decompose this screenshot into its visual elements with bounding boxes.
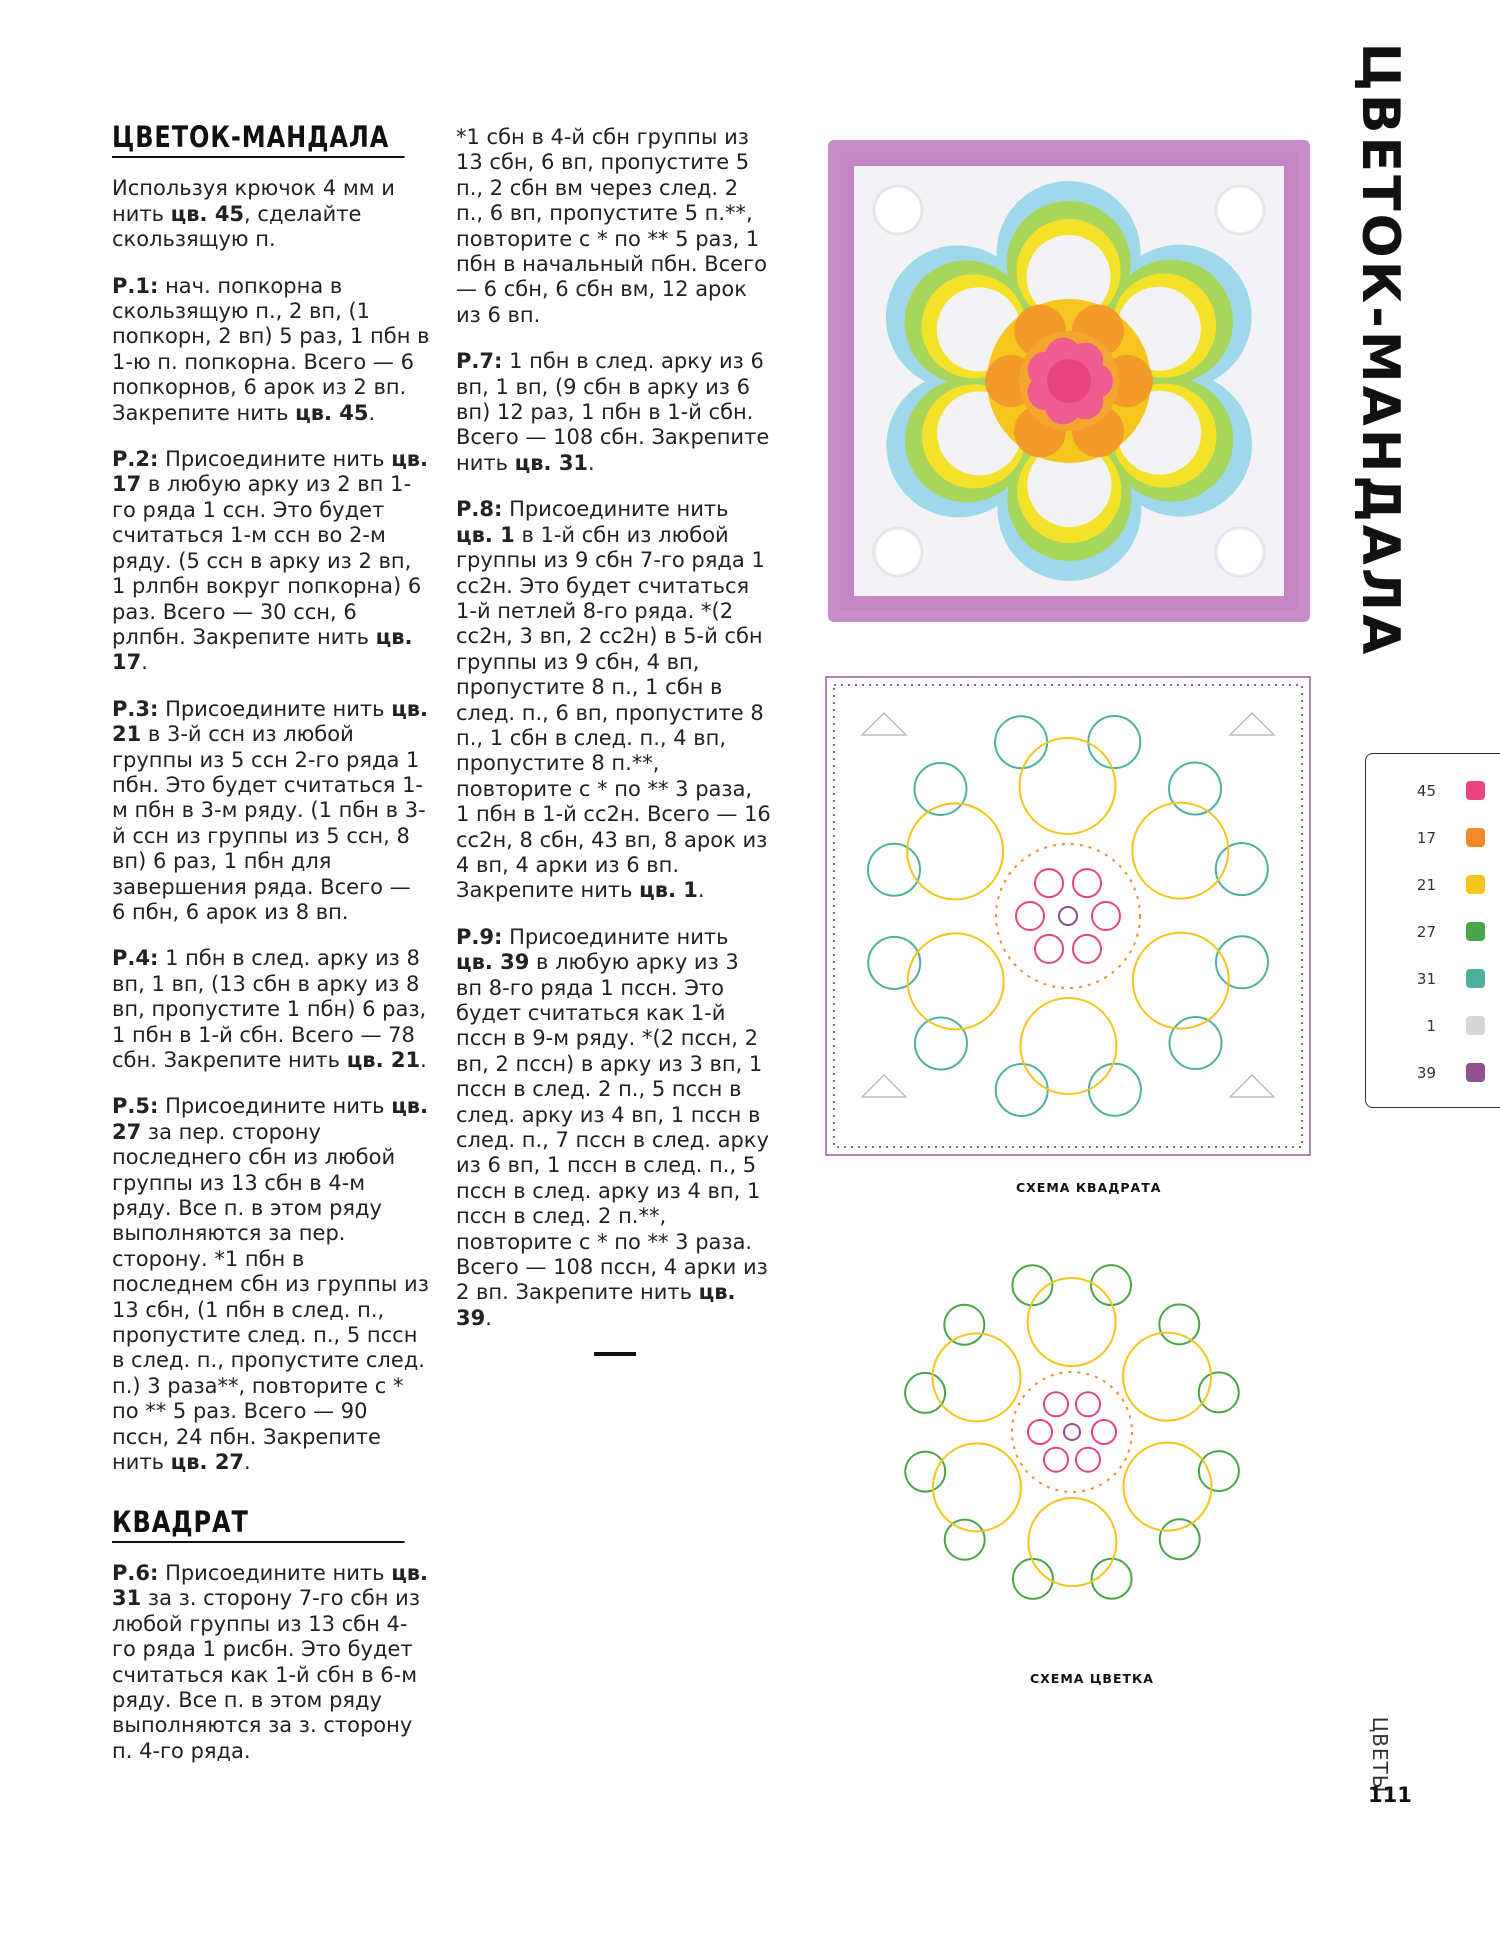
- text-column-left: [112, 120, 430, 1785]
- row-instruction-6-continued: *1 сбн в 4-й сбн группы из 13 сбн, 6 вп, пропустите 5 п., 2 сбн вм через след. 2 п., 6 вп, пропустите 5 п.**, повторите с * по ** 5 раз, 1 пбн в начальный пбн. Всего — 6 сбн, 6 сбн вм, 12 арок из 6 вп.: [456, 125, 767, 327]
- end-dash: [594, 1352, 636, 1356]
- intro-paragraph: Используя крючок 4 мм и нить цв. 45, сделайте скользящую п.: [112, 176, 395, 252]
- square-chart: [824, 675, 1312, 1157]
- legend-item: 21: [1366, 870, 1500, 900]
- row-instruction-1: Р.1: нач. попкорна в скользящую п., 2 вп, (1 попкорн, 2 вп) 5 раз, 1 пбн в 1-ю п. попкорна. Всего — 6 попкорнов, 6 арок из 2 вп. Закрепите нить цв. 45.: [112, 273, 430, 425]
- color-swatch: [1466, 828, 1485, 847]
- row-instruction-9: Р.9: Присоедините нить цв. 39 в любую арку из 3 вп 8-го ряда 1 пссн. Это будет считаться как 1-й пссн в 9-м ряду. *(2 пссн, 2 вп, 2 пссн) в арку из 3 вп, 1 пссн в след. 2 п., 5 пссн в след. арку из 4 вп, 1 пссн в след. п., 7 пссн в след. арку из 6 вп, 1 пссн в след. п., 5 пссн в след. арку из 4 вп, 1 пссн в след. 2 п.**, повторите с * по ** 3 раза. Всего — 108 пссн, 4 арки из 2 вп. Закрепите нить цв. 39.: [456, 924, 769, 1330]
- legend-item: 45: [1366, 776, 1500, 806]
- color-swatch: [1466, 969, 1485, 988]
- section-title-flower: ЦВЕТОК-МАНДАЛА: [112, 125, 405, 158]
- vertical-page-title: ЦВЕТОК-МАНДАЛА: [1350, 42, 1410, 658]
- section-title-square: КВАДРАТ: [112, 1510, 405, 1543]
- flower-chart: [890, 1255, 1255, 1610]
- legend-item: 17: [1366, 823, 1500, 853]
- row-instruction-2: Р.2: Присоедините нить цв. 17 в любую арку из 2 вп 1-го ряда 1 ссн. Это будет считаться 1-м ссн во 2-м ряду. (5 ссн в арку из 2 вп, 1 рлпбн вокруг попкорна) 6 раз. Всего — 30 ссн, 6 рлпбн. Закрепите нить цв. 17.: [112, 447, 429, 675]
- legend-item: 27: [1366, 917, 1500, 947]
- row-instruction-5: Р.5: Присоедините нить цв. 27 за пер. сторону последнего сбн из любой группы из 13 сбн в 4-м ряду. Все п. в этом ряду выполняются за пер. сторону. *1 пбн в последнем сбн из группы из 13 сбн, (1 пбн в след. п., пропустите след. п., 5 пссн в след. п., пропустите след. п.) 3 раза**, повторите с * по ** 5 раз. Всего — 90 пссн, 24 пбн. Закрепите нить цв. 27.: [112, 1094, 429, 1475]
- page-number: 111: [1368, 1783, 1412, 1807]
- text-column-middle: [456, 125, 771, 1356]
- row-instruction-3: Р.3: Присоедините нить цв. 21 в 3-й ссн из любой группы из 5 ссн 2-го ряда 1 пбн. Это будет считаться 1-м пбн в 3-м ряду. (1 пбн в 3-й ссн из группы из 5 ссн, 8 вп) 6 раз, 1 пбн для завершения ряда. Всего — 6 пбн, 6 арок из 8 вп.: [112, 696, 429, 924]
- color-legend: [1365, 753, 1500, 1108]
- row-instruction-4: Р.4: 1 пбн в след. арку из 8 вп, 1 вп, (13 сбн в арку из 8 вп, пропустите 1 пбн) 6 раз, 1 пбн в 1-й сбн. Всего — 78 сбн. Закрепите нить цв. 21.: [112, 946, 427, 1072]
- color-swatch: [1466, 1016, 1485, 1035]
- section-name: ЦВЕТЫ: [1368, 1716, 1392, 1794]
- square-photo: [828, 140, 1310, 622]
- color-swatch: [1466, 1063, 1485, 1082]
- color-swatch: [1466, 781, 1485, 800]
- row-instruction-6: Р.6: Присоедините нить цв. 31 за з. сторону 7-го сбн из любой группы из 13 сбн 4-го ряда 1 рисбн. Это будет считаться как 1-й сбн в 6-м ряду. Все п. в этом ряду выполняются за з. сторону п. 4-го ряда.: [112, 1560, 429, 1763]
- flower-chart-caption: СХЕМА ЦВЕТКА: [1030, 1671, 1154, 1686]
- row-instruction-7: Р.7: 1 пбн в след. арку из 6 вп, 1 вп, (9 сбн в арку из 6 вп) 12 раз, 1 пбн в 1-й сбн. Всего — 108 сбн. Закрепите нить цв. 31.: [456, 349, 770, 475]
- color-swatch: [1466, 875, 1485, 894]
- row-instruction-8: Р.8: Присоедините нить цв. 1 в 1-й сбн из любой группы из 9 сбн 7-го ряда 1 сс2н. Это будет считаться 1-й петлей 8-го ряда. *(2 сс2н, 3 вп, 2 сс2н) в 5-й сбн группы из 9 сбн, 4 вп, пропустите 8 п., 1 сбн в след. п., 6 вп, пропустите 8 п., 1 сбн в след. п., 4 вп, пропустите 8 п.**, повторите с * по ** 3 раза, 1 пбн в 1-й сс2н. Всего — 16 сс2н, 8 сбн, 43 вп, 8 арок из 4 вп, 4 арки из 6 вп. Закрепите нить цв. 1.: [456, 497, 771, 903]
- square-chart-caption: СХЕМА КВАДРАТА: [1016, 1180, 1162, 1195]
- legend-item: 1: [1366, 1011, 1500, 1041]
- legend-item: 39: [1366, 1058, 1500, 1088]
- legend-item: 31: [1366, 964, 1500, 994]
- color-swatch: [1466, 922, 1485, 941]
